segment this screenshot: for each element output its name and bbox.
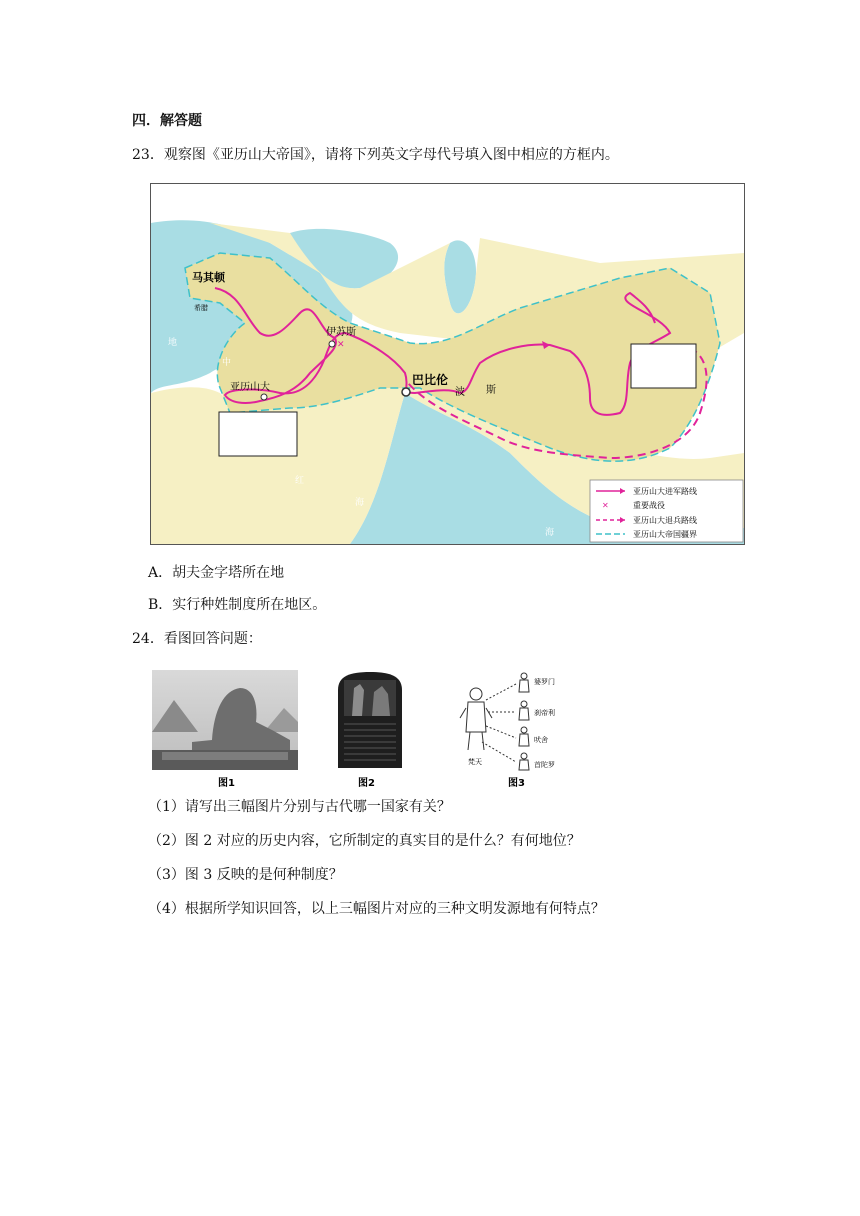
city-marker bbox=[329, 341, 335, 347]
sea-label: 红 bbox=[295, 476, 305, 486]
brahma-label: 梵天 bbox=[468, 758, 482, 766]
caste-label: 吠舍 bbox=[534, 736, 548, 744]
city-marker bbox=[402, 388, 410, 396]
answer-box-a[interactable] bbox=[219, 412, 297, 456]
question-number: 23． bbox=[132, 147, 164, 163]
figure-caption: 图1 bbox=[218, 778, 235, 789]
battle-mark: ✕ bbox=[337, 340, 345, 350]
caste-label: 首陀罗 bbox=[534, 761, 555, 769]
figure-3-caste bbox=[458, 670, 584, 790]
legend-label: 重要战役 bbox=[633, 501, 665, 510]
question-text: 看图回答问题： bbox=[163, 631, 262, 647]
figure-2-stele bbox=[330, 670, 410, 790]
label-persia: 波 bbox=[455, 387, 465, 398]
label-greece: 希腊 bbox=[194, 304, 208, 312]
sea-label: 海 bbox=[545, 528, 555, 538]
option-a: A．胡夫金字塔所在地 bbox=[148, 565, 285, 581]
city-marker bbox=[261, 394, 267, 400]
question-23 bbox=[132, 146, 619, 164]
caste-label: 婆罗门 bbox=[534, 678, 555, 686]
question-24 bbox=[132, 630, 262, 648]
section-title: 四．解答题 bbox=[132, 113, 202, 129]
sub-question-3: （3）图 3 反映的是何种制度？ bbox=[148, 867, 343, 883]
alexander-empire-map bbox=[150, 183, 745, 545]
label-issus: 伊苏斯 bbox=[326, 327, 356, 338]
figure-caption: 图2 bbox=[358, 778, 375, 789]
legend-label: 亚历山大帝国疆界 bbox=[633, 530, 697, 539]
label-macedon: 马其顿 bbox=[192, 271, 225, 284]
question-text: 观察图《亚历山大帝国》，请将下列英文字母代号填入图中相应的方框内。 bbox=[163, 147, 619, 163]
sub-question-4: （4）根据所学知识回答，以上三幅图片对应的三种文明发源地有何特点？ bbox=[148, 901, 605, 917]
label-babylon: 巴比伦 bbox=[412, 373, 449, 387]
option-b: B．实行种姓制度所在地区。 bbox=[148, 597, 327, 613]
label-persia: 斯 bbox=[486, 385, 496, 396]
sea-label: 中 bbox=[222, 358, 232, 368]
figure-1-sphinx bbox=[152, 670, 298, 790]
legend-label: 亚历山大退兵路线 bbox=[633, 516, 697, 525]
answer-box-b[interactable] bbox=[631, 344, 696, 388]
sea-label: 地 bbox=[168, 338, 178, 348]
legend-swatch-battle: ✕ bbox=[602, 501, 609, 510]
caste-label: 刹帝利 bbox=[534, 709, 555, 717]
label-alexandria: 亚历山大 bbox=[230, 382, 270, 393]
figure-caption: 图3 bbox=[508, 778, 525, 789]
sea-label: 海 bbox=[355, 498, 365, 508]
sub-question-2: （2）图 2 对应的历史内容，它所制定的真实目的是什么？有何地位？ bbox=[148, 833, 581, 849]
sub-question-1: （1）请写出三幅图片分别与古代哪一国家有关？ bbox=[148, 799, 451, 815]
legend-label: 亚历山大进军路线 bbox=[633, 487, 697, 496]
question-number: 24． bbox=[132, 631, 164, 647]
